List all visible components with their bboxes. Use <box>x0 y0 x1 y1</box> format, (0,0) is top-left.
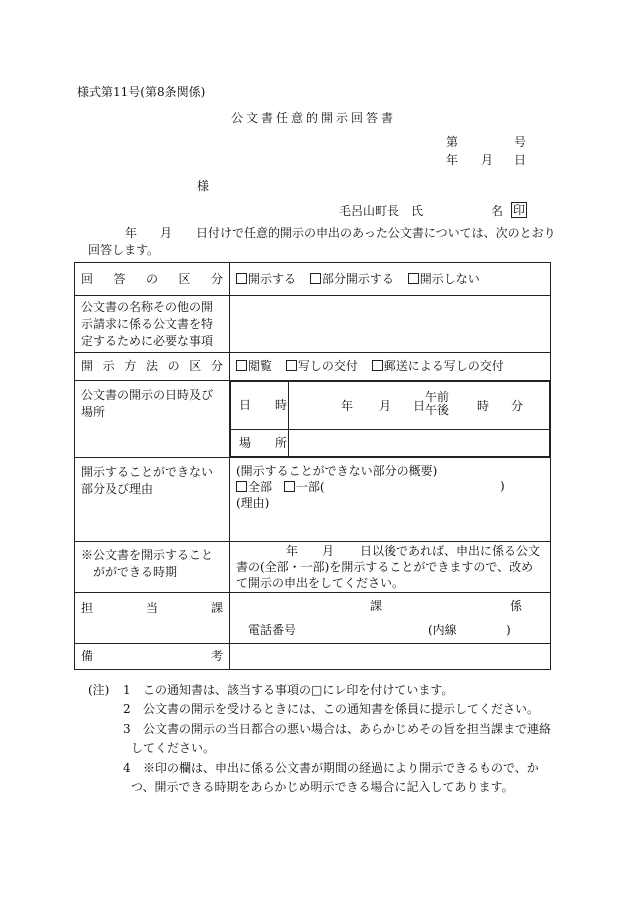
label-disclosure-datetime: 公文書の開示の日時及び 場所 <box>75 381 230 458</box>
row-disclosure-datetime <box>75 381 551 458</box>
datetime-field[interactable]: 年 月 日 午前 午後 時 分 <box>289 382 550 430</box>
row-disclosure-period <box>75 542 551 593</box>
form-number: 様式第11号(第8条関係) <box>77 85 206 99</box>
label-department: 担 当 課 <box>75 593 230 644</box>
label-remarks: 備 考 <box>75 644 230 670</box>
checkbox-partial-disclose[interactable] <box>310 273 321 284</box>
note-4-num: 4 <box>123 761 131 775</box>
note-3-text-cont: してください。 <box>131 741 216 755</box>
note-1-num: 1 <box>123 683 131 697</box>
checkbox-inspection[interactable] <box>236 360 247 371</box>
body-text-line2: 回答します。 <box>88 243 160 257</box>
remarks-field[interactable] <box>230 644 551 670</box>
date-day: 日 <box>514 153 527 167</box>
note-3-text: 公文書の開示の当日都合の悪い場合は、あらかじめその旨を担当課まで連絡 <box>143 722 552 736</box>
label-disclosure-method: 開 示 方 法 の 区 分 <box>75 353 230 381</box>
row-remarks <box>75 644 551 670</box>
disclosure-period-text: 年 月 日以後であれば、申出に係る公文 書の(全部・一部)を開示することができますので、改め て開示の申出をしてください。 <box>230 542 551 593</box>
row-response-category <box>75 263 551 296</box>
summary-heading: (開示することができない部分の概要) <box>236 464 438 478</box>
note-4-text: ※印の欄は、申出に係る公文書が期間の経過により開示できるもので、か <box>143 761 539 775</box>
checkbox-not-disclose[interactable] <box>408 273 419 284</box>
notes-prefix: (注) <box>88 683 110 697</box>
checkbox-all[interactable] <box>236 481 247 492</box>
disclosure-datetime-cell <box>230 381 551 458</box>
ref-no-suffix: 号 <box>514 135 527 149</box>
document-title: 公文書任意的開示回答書 <box>231 111 397 125</box>
label-disclosure-period: ※公文書を開示すること がができる時期 <box>75 542 230 593</box>
checkbox-part[interactable] <box>284 481 295 492</box>
note-3-num: 3 <box>123 722 131 736</box>
note-4-text-cont: つ、開示できる時期をあらかじめ明示できる場合に記入してあります。 <box>131 780 514 794</box>
checkbox-mail-copy[interactable] <box>372 360 383 371</box>
note-2-text: 公文書の開示を受けるときには、この通知書を係員に提示してください。 <box>143 702 540 716</box>
place-field[interactable] <box>289 430 550 457</box>
response-category-options: 開示する 部分開示する 開示しない <box>230 263 551 296</box>
label-undisclosable-parts: 開示することができない 部分及び理由 <box>75 458 230 542</box>
note-1-text: この通知書は、該当する事項の□にレ印を付けています。 <box>143 683 454 697</box>
place-label: 場 所 <box>231 430 289 457</box>
checkbox-copy-delivery[interactable] <box>286 360 297 371</box>
issuer-title: 毛呂山町長 氏 <box>339 204 424 218</box>
checkbox-disclose[interactable] <box>236 273 247 284</box>
date-month: 月 <box>481 153 494 167</box>
document-name-field[interactable] <box>230 296 551 353</box>
row-department <box>75 593 551 644</box>
undisclosable-parts-field[interactable]: (開示することができない部分の概要) 全部 一部( ) (理由) <box>230 458 551 542</box>
note-2-num: 2 <box>123 702 131 716</box>
addressee-suffix: 様 <box>197 179 210 193</box>
seal-mark: 印 <box>513 203 526 217</box>
datetime-label: 日 時 <box>231 382 289 430</box>
ref-no-prefix: 第 <box>446 135 459 149</box>
reason-heading: (理由) <box>236 496 270 510</box>
label-response-category: 回 答 の 区 分 <box>75 263 230 296</box>
label-document-name: 公文書の名称その他の開 示請求に係る公文書を特 定するために必要な事項 <box>75 296 230 353</box>
response-form-table <box>74 262 551 670</box>
phone-label: 電話番号 <box>248 623 297 637</box>
issuer-name-label: 名 <box>491 204 504 218</box>
row-disclosure-method <box>75 353 551 381</box>
row-undisclosable-parts <box>75 458 551 542</box>
body-year: 年 <box>125 226 138 240</box>
row-document-name <box>75 296 551 353</box>
disclosure-method-options: 閲覧 写しの交付 郵送による写しの交付 <box>230 353 551 381</box>
department-field[interactable]: 課 係 電話番号 (内線 ) <box>230 593 551 644</box>
body-month: 月 <box>160 226 173 240</box>
body-text-line1: 日付けで任意的開示の申出のあった公文書については、次のとおり <box>196 226 556 240</box>
date-year: 年 <box>446 153 459 167</box>
